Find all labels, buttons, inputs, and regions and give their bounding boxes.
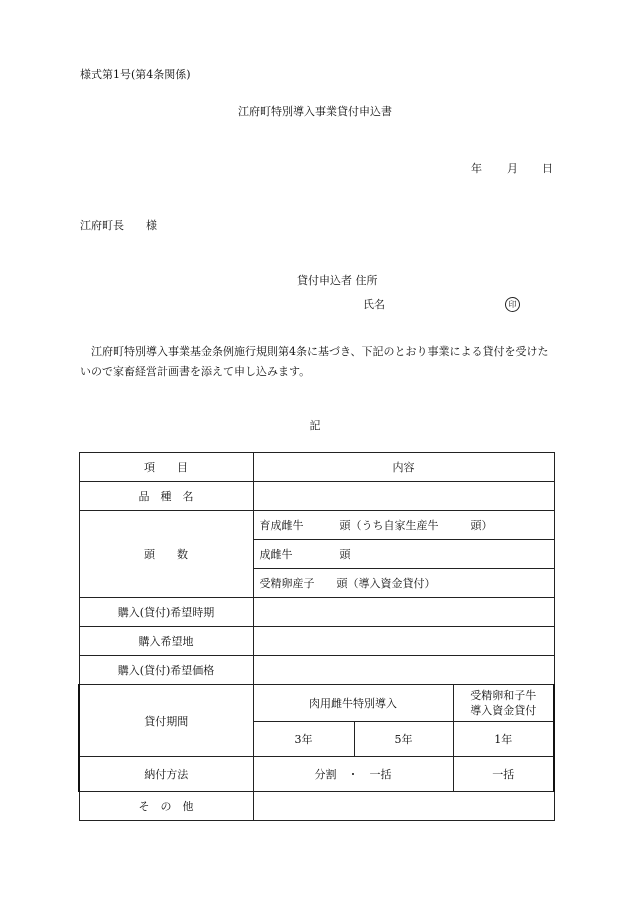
option-payment-split-lump[interactable]: 分割 ・ 一括 bbox=[253, 757, 453, 792]
adult-label: 成雌牛 bbox=[259, 548, 293, 561]
wagyu-line1: 受精卵和子牛 bbox=[470, 689, 537, 702]
option-5-years[interactable]: 5年 bbox=[354, 722, 453, 757]
header-wagyu bbox=[453, 685, 554, 722]
embryo-unit: 頭 bbox=[336, 577, 348, 590]
row-payment bbox=[79, 757, 554, 792]
heifer-label: 育成雌牛 bbox=[259, 519, 304, 532]
date-year: 年 bbox=[471, 162, 482, 175]
label-heads: 頭 数 bbox=[79, 511, 253, 598]
label-payment: 納付方法 bbox=[79, 757, 253, 792]
option-1-year[interactable]: 1年 bbox=[453, 722, 554, 757]
ki-heading: 記 bbox=[309, 419, 321, 432]
field-breed[interactable] bbox=[253, 482, 554, 511]
label-other: そ の 他 bbox=[79, 792, 253, 821]
label-breed: 品 種 名 bbox=[79, 482, 253, 511]
embryo-label: 受精卵産子 bbox=[259, 577, 315, 590]
date-day: 日 bbox=[542, 162, 553, 175]
field-embryo[interactable] bbox=[253, 569, 554, 598]
form-number: 様式第1号(第4条関係) bbox=[80, 68, 191, 81]
seal-mark: 印 bbox=[505, 297, 520, 312]
field-purchase-price[interactable] bbox=[253, 656, 554, 685]
header-beef-special: 肉用雌牛特別導入 bbox=[253, 685, 453, 722]
row-other bbox=[79, 792, 554, 821]
row-loan-period-header bbox=[79, 685, 554, 722]
applicant-name-label: 氏名 bbox=[363, 298, 385, 311]
document-title: 江府町特別導入事業貸付申込書 bbox=[238, 105, 392, 118]
applicant-address-label: 貸付申込者 住所 bbox=[297, 274, 378, 287]
wagyu-line2: 導入資金貸付 bbox=[470, 704, 537, 717]
own-farm-label: （うち自家生産牛 bbox=[350, 519, 439, 532]
table-header-row bbox=[79, 453, 554, 482]
row-purchase-price bbox=[79, 656, 554, 685]
field-purchase-place[interactable] bbox=[253, 627, 554, 656]
label-purchase-time: 購入(貸付)希望時期 bbox=[79, 598, 253, 627]
label-purchase-price: 購入(貸付)希望価格 bbox=[79, 656, 253, 685]
addressee: 江府町長 様 bbox=[80, 219, 157, 232]
label-loan-period: 貸付期間 bbox=[79, 685, 253, 757]
row-breed bbox=[79, 482, 554, 511]
application-statement: 江府町特別導入事業基金条例施行規則第4条に基づき、下記のとおり事業による貸付を受けたいので家畜経営計画書を添えて申し込みます。 bbox=[80, 345, 549, 378]
option-3-years[interactable]: 3年 bbox=[253, 722, 354, 757]
date-month: 月 bbox=[507, 162, 518, 175]
label-purchase-place: 購入希望地 bbox=[79, 627, 253, 656]
row-heads-1 bbox=[79, 511, 554, 540]
embryo-note: （導入資金貸付） bbox=[347, 577, 436, 590]
adult-unit: 頭 bbox=[339, 548, 351, 561]
row-purchase-place bbox=[79, 627, 554, 656]
option-payment-lump[interactable]: 一括 bbox=[453, 757, 554, 792]
row-purchase-time bbox=[79, 598, 554, 627]
heifer-unit: 頭 bbox=[339, 519, 351, 532]
own-farm-close: 頭） bbox=[470, 519, 493, 532]
header-item: 項 目 bbox=[79, 453, 253, 482]
field-purchase-time[interactable] bbox=[253, 598, 554, 627]
field-adult[interactable] bbox=[253, 540, 554, 569]
header-content: 内容 bbox=[253, 453, 554, 482]
application-table bbox=[78, 452, 555, 821]
field-other[interactable] bbox=[253, 792, 554, 821]
field-heifer[interactable] bbox=[253, 511, 554, 540]
